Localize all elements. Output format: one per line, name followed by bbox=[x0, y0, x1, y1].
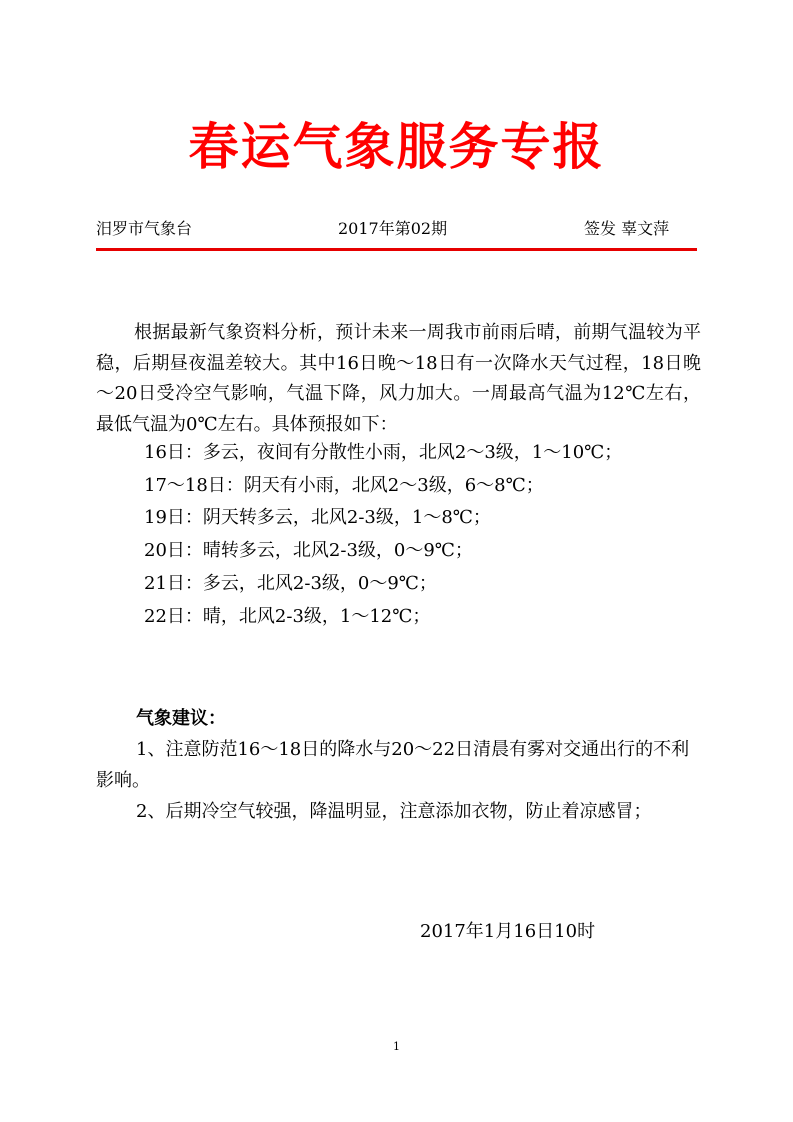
forecast-item: 17～18日：阴天有小雨，北风2～3级，6～8℃； bbox=[144, 474, 544, 496]
page-number: 1 bbox=[393, 1040, 400, 1053]
forecast-item: 19日：阴天转多云，北风2-3级，1～8℃； bbox=[144, 507, 491, 529]
forecast-item: 20日：晴转多云，北风2-3级，0～9℃； bbox=[144, 540, 473, 562]
overview-paragraph: 根据最新气象资料分析，预计未来一周我市前雨后晴，前期气温较为平稳，后期昼夜温差较大。其中16日晚～18日有一次降水天气过程，18日晚～20日受冷空气影响，气温下降，风力加大。一周最高气温为12℃左右，最低气温为0℃左右。具体预报如下： bbox=[96, 322, 701, 435]
forecast-item: 16日：多云，夜间有分散性小雨，北风2～3级，1～10℃； bbox=[144, 442, 623, 463]
issuer: 汨罗市气象台 bbox=[96, 219, 193, 238]
forecast-list bbox=[144, 437, 622, 633]
forecast-item: 22日：晴，北风2-3级，1～12℃； bbox=[144, 605, 431, 627]
issue-date: 2017年1月16日10时 bbox=[420, 921, 596, 942]
forecast-item: 21日：多云，北风2-3级，0～9℃； bbox=[144, 572, 437, 594]
issue-number: 2017年第02期 bbox=[338, 219, 448, 238]
header-divider bbox=[96, 248, 697, 251]
advice-item: 1、注意防范16～18日的降水与20～22日清晨有雾对交通出行的不利影响。 bbox=[96, 739, 690, 791]
signer: 签发 辜文萍 bbox=[584, 219, 670, 238]
advice-heading: 气象建议： bbox=[136, 708, 226, 729]
advice-item: 2、后期冷空气较强，降温明显，注意添加衣物，防止着凉感冒； bbox=[136, 801, 652, 822]
page-title: 春运气象服务专报 bbox=[188, 118, 605, 176]
